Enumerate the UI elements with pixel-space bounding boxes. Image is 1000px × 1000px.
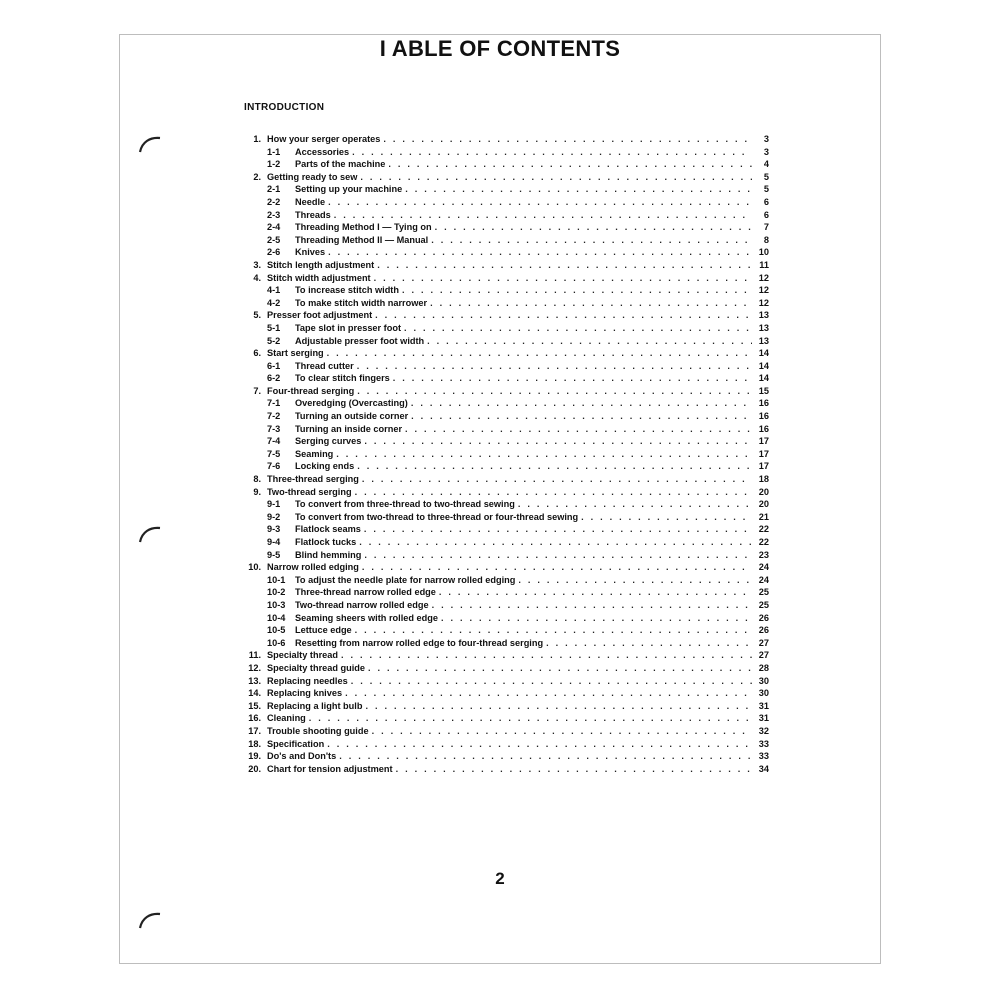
toc-entry-page: 12 [758,285,769,296]
toc-subentry [233,511,769,524]
toc-entry-title: Four-thread serging [267,385,355,396]
toc-entry-title: Flatlock tucks [295,537,357,547]
dot-leader [309,712,752,725]
toc-entry [233,662,769,675]
dot-leader [364,549,752,562]
toc-entry-number: 2. [253,171,261,182]
toc-entry-title: Threading Method I — Tying on [295,222,432,233]
dot-leader [411,410,752,423]
toc-entry-page: 25 [758,599,769,610]
dot-leader [404,322,752,335]
toc-entry-title: Stitch width adjustment [267,272,371,283]
toc-entry-title: Knives [295,247,326,258]
dot-leader [405,423,752,436]
toc-entry-number: 2-1 [267,184,281,195]
toc-subentry [233,523,769,536]
toc-entry-title: How your serger operates [267,134,381,144]
toc-entry-title: Two-thread serging [267,486,352,497]
dot-leader [362,561,752,574]
toc-entry-page: 17 [758,448,769,459]
toc-entry-title: Stitch length adjustment [267,259,375,270]
toc-entry-number: 10-5 [267,625,286,636]
toc-entry-number: 10. [248,562,261,573]
toc-entry [233,561,769,574]
toc-entry-page: 12 [758,297,769,308]
toc-entry-number: 4-2 [267,297,281,308]
toc-entry-page: 7 [763,222,769,233]
toc-entry-page: 16 [758,423,769,434]
toc-entry-title: Three-thread narrow rolled edge [295,587,436,598]
toc-entry-number: 2-3 [267,209,281,220]
toc-entry-page: 30 [758,688,769,699]
dot-leader [327,347,752,360]
dot-leader [339,750,752,763]
toc-entry-page: 18 [758,474,769,485]
toc-entry-page: 14 [758,373,769,384]
toc-entry-page: 13 [758,322,769,333]
binder-hole-mark-top [138,134,162,154]
toc-subentry [233,335,769,348]
toc-entry [233,486,769,499]
dot-leader [393,372,752,385]
dot-leader [374,272,752,285]
toc-entry-page: 5 [763,184,769,195]
toc-entry-title: Setting up your machine [295,184,403,195]
toc-entry-title: Three-thread serging [267,474,359,485]
toc-entry-number: 2-2 [267,196,281,207]
toc-entry-title: Parts of the machine [295,159,386,170]
toc-subentry [233,221,769,234]
toc-entry-page: 32 [758,725,769,736]
toc-entry-page: 33 [758,738,769,749]
dot-leader [435,221,752,234]
dot-leader [546,637,752,650]
toc-entry-number: 19. [248,751,261,762]
dot-leader [430,297,752,310]
toc-entry-page: 12 [758,272,769,283]
toc-entry-page: 33 [758,751,769,762]
dot-leader [351,675,752,688]
toc-entry-number: 4-1 [267,285,281,296]
toc-entry-title: Presser foot adjustment [267,310,373,321]
toc-entry-number: 20. [248,763,261,774]
dot-leader [432,599,752,612]
toc-entry-title: Flatlock seams [295,524,361,535]
toc-entry-number: 9-2 [267,511,281,522]
dot-leader [334,209,752,222]
toc-entry-title: Getting ready to sew [267,171,358,182]
toc-entry [233,309,769,322]
toc-entry-page: 6 [763,196,769,207]
toc-entry-page: 24 [758,562,769,573]
toc-subentry [233,209,769,222]
dot-leader [364,523,752,536]
toc-entry-page: 23 [758,549,769,560]
toc-entry [233,259,769,272]
section-heading: INTRODUCTION [244,102,325,113]
toc-entry [233,171,769,184]
toc-entry-number: 7-5 [267,448,281,459]
toc-entry-page: 27 [758,637,769,648]
toc-entry [233,725,769,738]
toc-entry-page: 22 [758,537,769,547]
toc-entry-page: 31 [758,700,769,711]
toc-subentry [233,372,769,385]
toc-entry-number: 9-4 [267,537,281,547]
toc-entry-number: 8. [253,474,261,485]
dot-leader [431,234,752,247]
toc-entry-number: 9-5 [267,549,281,560]
toc-entry [233,763,769,776]
toc-entry-number: 13. [248,675,261,686]
toc-entry-title: Overedging (Overcasting) [295,398,408,409]
toc-entry-number: 15. [248,700,261,711]
toc-entry-number: 10-1 [267,574,286,585]
toc-entry-number: 9-3 [267,524,281,535]
toc-entry-title: Start serging [267,348,324,359]
toc-entry-number: 12. [248,662,261,673]
toc-entry-number: 5-2 [267,335,281,346]
toc-subentry [233,146,769,159]
toc-entry [233,272,769,285]
toc-entry [233,712,769,725]
toc-entry-title: Accessories [295,146,350,157]
binder-hole-mark-bottom [138,910,162,930]
dot-leader [359,536,752,549]
toc-entry-page: 21 [758,511,769,522]
dot-leader [341,649,752,662]
toc-entry-number: 7-3 [267,423,281,434]
toc-subentry [233,246,769,259]
toc-subentry [233,322,769,335]
toc-entry-number: 10-6 [267,637,286,648]
toc-subentry [233,183,769,196]
dot-leader [368,662,752,675]
toc-entry-page: 16 [758,398,769,409]
dot-leader [327,738,752,751]
toc-entry-page: 34 [758,763,769,774]
toc-entry-page: 24 [758,574,769,585]
toc-entry [233,687,769,700]
dot-leader [388,158,752,171]
toc-entry-page: 26 [758,625,769,636]
dot-leader [439,586,752,599]
toc-entry-page: 25 [758,587,769,598]
toc-entry-number: 6. [253,348,261,359]
dot-leader [365,700,752,713]
dot-leader [357,360,752,373]
dot-leader [345,687,752,700]
toc-list [233,133,769,775]
toc-subentry [233,435,769,448]
toc-entry-number: 7. [253,385,261,396]
toc-entry-title: To convert from three-thread to two-thread sewing [295,499,515,510]
page-number: 2 [495,869,505,888]
toc-entry-title: Do's and Don'ts [267,751,337,762]
toc-entry-title: Lettuce edge [295,625,352,636]
toc-entry-page: 13 [758,310,769,321]
toc-entry-number: 2-6 [267,247,281,258]
toc-entry-title: Specialty thread [267,650,338,661]
dot-leader [375,309,752,322]
toc-entry [233,750,769,763]
toc-subentry [233,360,769,373]
dot-leader [355,486,752,499]
toc-entry-number: 17. [248,725,261,736]
toc-entry-number: 5. [253,310,261,321]
toc-entry-number: 7-1 [267,398,281,409]
dot-leader [441,612,752,625]
toc-entry-title: Narrow rolled edging [267,562,359,573]
toc-entry [233,385,769,398]
toc-entry-title: Turning an inside corner [295,423,403,434]
toc-entry-number: 6-1 [267,360,281,371]
toc-entry-title: Trouble shooting guide [267,725,369,736]
dot-leader [357,460,752,473]
toc-subentry [233,624,769,637]
toc-subentry [233,549,769,562]
toc-entry-page: 28 [758,662,769,673]
toc-entry-number: 18. [248,738,261,749]
dot-leader [364,435,752,448]
toc-entry [233,700,769,713]
dot-leader [427,335,752,348]
toc-entry-number: 7-6 [267,461,281,472]
toc-entry-page: 20 [758,499,769,510]
toc-entry-number: 9. [253,486,261,497]
toc-subentry [233,284,769,297]
toc-entry-title: Thread cutter [295,360,354,371]
toc-entry-page: 3 [763,146,769,157]
toc-subentry [233,574,769,587]
toc-entry-title: To adjust the needle plate for narrow rolled edging [295,574,516,585]
toc-entry-page: 4 [763,159,769,170]
toc-entry-title: Specialty thread guide [267,662,366,673]
toc-entry-page: 11 [759,259,769,270]
toc-entry-title: Chart for tension adjustment [267,763,393,774]
toc-subentry [233,234,769,247]
dot-leader [581,511,752,524]
binder-hole-mark-middle [138,524,162,544]
toc-entry [233,473,769,486]
dot-leader [357,385,752,398]
toc-entry-page: 20 [758,486,769,497]
toc-entry-title: Replacing a light bulb [267,700,363,711]
toc-entry-title: Two-thread narrow rolled edge [295,599,429,610]
toc-entry-title: Turning an outside corner [295,411,409,422]
toc-entry-page: 10 [758,247,769,258]
toc-entry-title: Adjustable presser foot width [295,335,425,346]
toc-subentry [233,297,769,310]
toc-entry-page: 3 [763,134,769,144]
toc-subentry [233,448,769,461]
toc-entry-number: 1-1 [267,146,281,157]
dot-leader [518,574,752,587]
toc-entry-number: 10-2 [267,587,286,598]
toc-subentry [233,536,769,549]
dot-leader [372,725,752,738]
dot-leader [328,196,752,209]
toc-entry-page: 13 [758,335,769,346]
toc-entry-page: 27 [758,650,769,661]
toc-subentry [233,599,769,612]
toc-entry-page: 17 [758,461,769,472]
dot-leader [518,498,752,511]
toc-subentry [233,612,769,625]
toc-entry-page: 5 [763,171,769,182]
toc-entry [233,347,769,360]
toc-entry-number: 6-2 [267,373,281,384]
toc-entry-number: 10-3 [267,599,286,610]
toc-entry-number: 16. [248,713,261,724]
toc-entry [233,133,769,146]
toc-entry-title: Seaming [295,448,334,459]
toc-subentry [233,410,769,423]
toc-entry-title: Threading Method II — Manual [295,234,429,245]
toc-entry-number: 5-1 [267,322,281,333]
toc-subentry [233,397,769,410]
toc-subentry [233,158,769,171]
dot-leader [383,133,752,146]
dot-leader [396,763,752,776]
toc-subentry [233,498,769,511]
toc-entry-title: To convert from two-thread to three-thread or four-thread sewing [295,511,579,522]
toc-entry-page: 30 [758,675,769,686]
toc-entry-page: 17 [758,436,769,447]
dot-leader [405,183,752,196]
toc-entry-title: Locking ends [295,461,355,472]
toc-entry-title: Needle [295,196,326,207]
toc-entry-title: Replacing knives [267,688,343,699]
dot-leader [360,171,752,184]
toc-entry-title: Threads [295,209,331,220]
toc-entry-page: 15 [758,385,769,396]
toc-entry-title: Blind hemming [295,549,362,560]
toc-entry-title: Replacing needles [267,675,348,686]
toc-entry-title: Cleaning [267,713,306,724]
toc-entry-title: Seaming sheers with rolled edge [295,612,438,623]
dot-leader [402,284,752,297]
toc-entry-title: To clear stitch fingers [295,373,390,384]
toc-entry [233,649,769,662]
toc-entry-page: 16 [758,411,769,422]
toc-entry-number: 7-4 [267,436,281,447]
dot-leader [411,397,752,410]
toc-entry-number: 9-1 [267,499,281,510]
toc-entry-page: 14 [758,360,769,371]
toc-entry-number: 10-4 [267,612,286,623]
toc-subentry [233,637,769,650]
toc-entry-title: Specification [267,738,325,749]
toc-entry-number: 2-5 [267,234,281,245]
toc-entry-page: 22 [758,524,769,535]
toc-subentry [233,460,769,473]
toc-entry-title: Serging curves [295,436,362,447]
toc-entry-number: 3. [253,259,261,270]
toc-entry-title: To make stitch width narrower [295,297,428,308]
toc-entry-number: 1. [253,134,261,144]
toc-subentry [233,196,769,209]
dot-leader [352,146,752,159]
dot-leader [377,259,752,272]
toc-subentry [233,423,769,436]
toc-entry-number: 2-4 [267,222,281,233]
toc-entry-number: 14. [248,688,261,699]
dot-leader [328,246,752,259]
toc-entry-title: To increase stitch width [295,285,399,296]
toc-entry-number: 4. [253,272,261,283]
toc-entry-page: 8 [763,234,769,245]
toc-entry [233,738,769,751]
dot-leader [336,448,752,461]
toc-entry-number: 11. [248,650,261,661]
toc-entry-page: 6 [763,209,769,220]
toc-entry-page: 14 [758,348,769,359]
toc-subentry [233,586,769,599]
toc-entry-number: 1-2 [267,159,281,170]
toc-entry-title: Resetting from narrow rolled edge to four-thread serging [295,637,544,648]
toc-entry [233,675,769,688]
toc-entry-page: 26 [758,612,769,623]
dot-leader [355,624,752,637]
toc-entry-page: 31 [758,713,769,724]
dot-leader [362,473,752,486]
toc-entry-title: Tape slot in presser foot [295,322,402,333]
toc-entry-number: 7-2 [267,411,281,422]
page-title: I ABLE OF CONTENTS [379,36,621,61]
